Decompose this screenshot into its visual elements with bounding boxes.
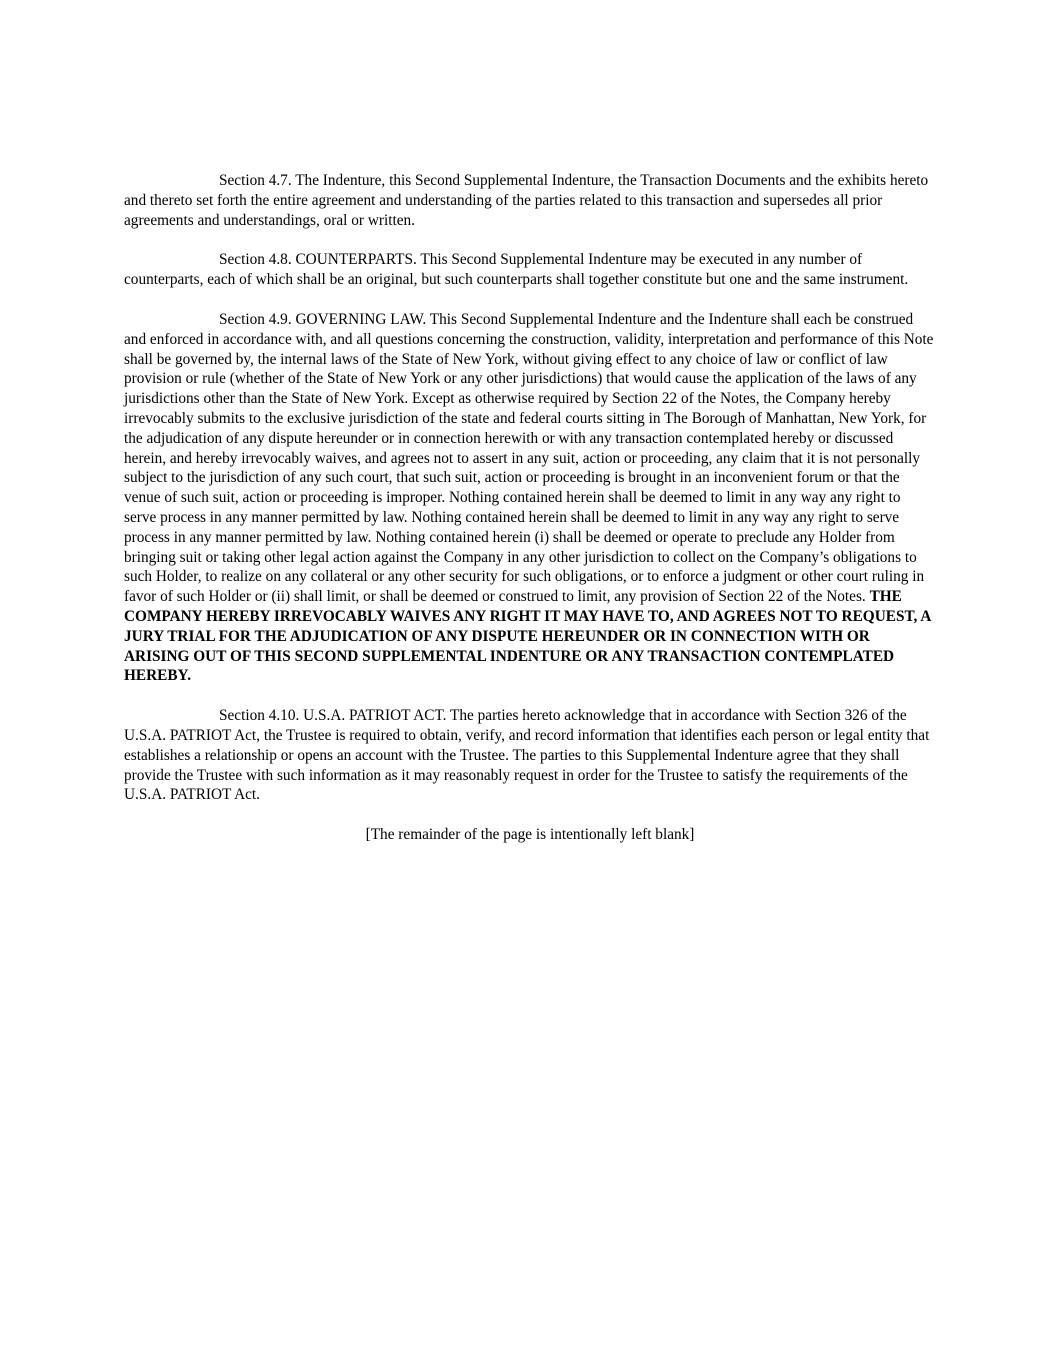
section-4-7-paragraph xyxy=(124,171,936,230)
section-4-10-text: Section 4.10. U.S.A. PATRIOT ACT. The parties hereto acknowledge that in accordance with Section 326 of the U.S.A. PATRIOT Act, the Trustee is required to obtain, verify, and record information that identifies each person or legal entity that establishes a relationship or opens an account with the Trustee. The parties to this Supplemental Indenture agree that they shall provide the Trustee with such information as it may reasonably request in order for the Trustee to satisfy the requirements of the U.S.A. PATRIOT Act. xyxy=(124,707,930,804)
section-4-8-text: Section 4.8. COUNTERPARTS. This Second Supplemental Indenture may be executed in any number of counterparts, each of which shall be an original, but such counterparts shall together constitute but one and the same instrument. xyxy=(124,251,909,289)
section-4-9-paragraph xyxy=(124,310,936,686)
section-4-10-paragraph xyxy=(124,706,936,805)
jury-waiver-text: THE COMPANY HEREBY IRREVOCABLY WAIVES ANY RIGHT IT MAY HAVE TO, AND AGREES NOT TO REQUEST, A JURY TRIAL FOR THE ADJUDICATION OF ANY DISPUTE HEREUNDER OR IN CONNECTION WITH OR ARISING OUT OF THIS SECOND SUPPLEMENTAL INDENTURE OR ANY TRANSACTION CONTEMPLATED HEREBY. xyxy=(124,588,931,685)
document-page xyxy=(124,171,936,845)
blank-page-note: [The remainder of the page is intentionally left blank] xyxy=(365,826,695,844)
section-4-8-paragraph xyxy=(124,250,936,290)
section-4-7-text: Section 4.7. The Indenture, this Second Supplemental Indenture, the Transaction Documents and the exhibits hereto and thereto set forth the entire agreement and understanding of the parties related to this transaction and supersedes all prior agreements and understandings, oral or written. xyxy=(124,172,929,229)
section-4-9-text: Section 4.9. GOVERNING LAW. This Second Supplemental Indenture and the Indenture shall each be construed and enforced in accordance with, and all questions concerning the construction, validity, interpretation and performance of this Note shall be governed by, the internal laws of the State of New York, without giving effect to any choice of law or conflict of law provision or rule (whether of the State of New York or any other jurisdictions) that would cause the application of the laws of any jurisdictions other than the State of New York. Except as otherwise required by Section 22 of the Notes, the Company hereby irrevocably submits to the exclusive jurisdiction of the state and federal courts sitting in The Borough of Manhattan, New York, for the adjudication of any dispute hereunder or in connection herewith or with any transaction contemplated hereby or discussed herein, and hereby irrevocably waives, and agrees not to assert in any suit, action or proceeding, any claim that it is not personally subject to the jurisdiction of any such court, that such suit, action or proceeding is brought in an inconvenient forum or that the venue of such suit, action or proceeding is improper. Nothing contained herein shall be deemed to limit in any way any right to serve process in any manner permitted by law. Nothing contained herein shall be deemed to limit in any way any right to serve process in any manner permitted by law. Nothing contained herein (i) shall be deemed or operate to preclude any Holder from bringing suit or taking other legal action against the Company in any other jurisdiction to collect on the Company’s obligations to such Holder, to realize on any collateral or any other security for such obligations, or to enforce a judgment or other court ruling in favor of such Holder or (ii) shall limit, or shall be deemed or construed to limit, any provision of Section 22 of the Notes. xyxy=(124,310,934,606)
